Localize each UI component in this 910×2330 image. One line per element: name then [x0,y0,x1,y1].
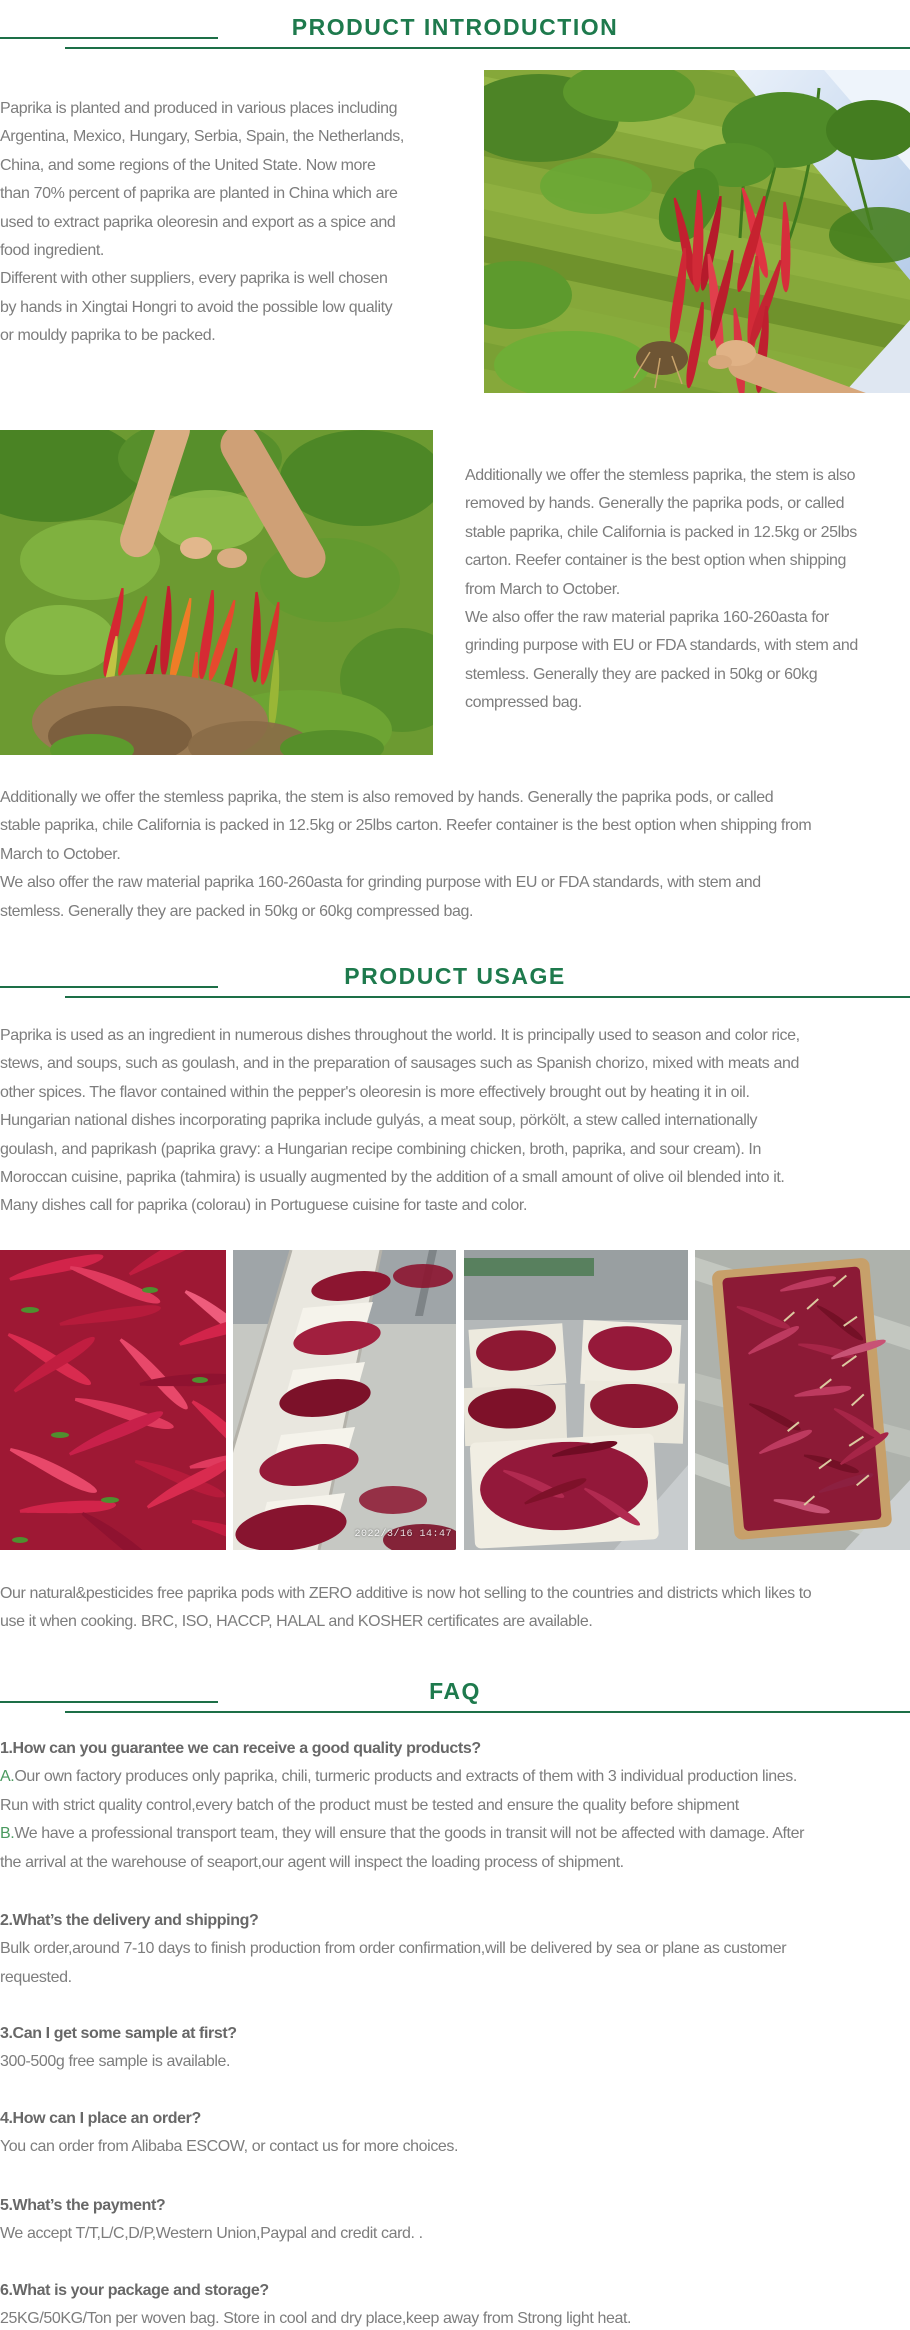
faq-answer-line [0,1820,910,1848]
introduction-paragraph [0,95,450,351]
text-line: March to October. [0,845,121,863]
answer-text: the arrival at the warehouse of seaport,our agent will inspect the loading process of shipment. [0,1853,624,1871]
answer-text: We have a professional transport team, they will ensure that the goods in transit will not be affected with damage. After [14,1825,805,1843]
gallery-photo-2-art [233,1250,456,1550]
heading-rule-under [65,996,910,998]
answer-prefix: B. [0,1825,15,1843]
faq-answer-line [0,2048,910,2076]
text-line: stemless. Generally they are packed in 50kg or 60kg [465,665,818,683]
gallery-photo-1-art [0,1250,226,1550]
usage-paragraph [0,1022,910,1221]
text-line: than 70% percent of paprika are planted in China which are [0,185,398,203]
faq-question: 3.Can I get some sample at first? [0,2025,237,2042]
text-line: or mouldy paprika to be packed. [0,327,216,345]
text-line: compressed bag. [465,694,582,712]
text-line: goulash, and paprikash (paprika gravy: a Hungarian recipe combining chicken, broth, paprika, and sour cream). In [0,1140,761,1158]
text-line: Different with other suppliers, every paprika is well chosen [0,270,388,288]
text-line: other spices. The flavor contained within the pepper's oleoresin is more effectively brought out by heating it in oil. [0,1083,750,1101]
faq-item-1 [0,1735,910,1877]
stemless-full-paragraph [0,784,910,926]
faq-answer-line [0,2133,910,2161]
answer-text: 300-500g free sample is available. [0,2053,231,2071]
faq-answer-line [0,1763,910,1791]
gallery-photo-1 [0,1250,226,1550]
gallery-photo-3-art [464,1250,688,1550]
text-line: stews, and soups, such as goulash, and in the preparation of sausages such as Spanish chorizo, mixed with meats and [0,1055,799,1073]
faq-item-6 [0,2277,910,2330]
faq-answer-line [0,2220,910,2248]
text-line: Moroccan cuisine, paprika (tahmira) is usually augmented by the addition of a small amount of olive oil blended into it. [0,1168,785,1186]
text-line: Argentina, Mexico, Hungary, Serbia, Spain, the Netherlands, [0,128,404,146]
text-line: Our natural&pesticides free paprika pods with ZERO additive is now hot selling to the countries and districts which likes to [0,1585,812,1602]
faq-answer-line [0,1849,910,1877]
gallery-photo-4-art [695,1250,910,1550]
harvest-photo [0,430,433,755]
faq-question: 5.What’s the payment? [0,2197,166,2214]
text-line: carton. Reefer container is the best option when shipping [465,552,847,570]
harvest-photo-art [0,430,433,755]
text-line: We also offer the raw material paprika 160-260asta for [465,608,829,626]
faq-question: 1.How can you guarantee we can receive a good quality products? [0,1740,481,1757]
faq-item-4 [0,2105,910,2162]
faq-answer-line [0,2305,910,2330]
text-line: stable paprika, chile California is packed in 12.5kg or 25lbs carton. Reefer container is the best option when shipping from [0,817,812,835]
section-title-faq: FAQ [429,1678,481,1704]
text-line: use it when cooking. BRC, ISO, HACCP, HALAL and KOSHER certificates are available. [0,1613,593,1631]
text-line: stable paprika, chile California is packed in 12.5kg or 25lbs [465,523,857,541]
field-photo [484,70,910,393]
faq-question: 6.What is your package and storage? [0,2282,269,2299]
certificates-paragraph [0,1580,910,1637]
text-line: Additionally we offer the stemless paprika, the stem is also [465,467,856,484]
section-title-introduction: PRODUCT INTRODUCTION [291,14,619,40]
text-line: China, and some regions of the United State. Now more [0,156,376,174]
text-line: Hungarian national dishes incorporating paprika include gulyás, a meat soup, pörkölt, a stew called internationally [0,1112,758,1130]
text-line: used to extract paprika oleoresin and export as a spice and [0,213,396,231]
heading-rule-under [65,1711,910,1713]
heading-rule-left [0,37,218,39]
text-line: removed by hands. Generally the paprika pods, or called [465,495,845,513]
section-title-usage: PRODUCT USAGE [344,963,566,989]
text-line: Many dishes call for paprika (colorau) in Portuguese cuisine for taste and color. [0,1197,527,1215]
text-line: Additionally we offer the stemless paprika, the stem is also removed by hands. Generally the paprika pods, or called [0,789,774,806]
field-photo-art [484,70,910,393]
gallery-photo-4 [695,1250,910,1550]
gallery-photo-3 [464,1250,688,1550]
gallery-photo-2 [233,1250,456,1550]
text-line: food ingredient. [0,241,104,259]
answer-text: requested. [0,1968,72,1986]
photo-timestamp-watermark: 2022/3/16 14:47 [354,1529,452,1540]
heading-rule-left [0,1701,218,1703]
text-line: We also offer the raw material paprika 160-260asta for grinding purpose with EU or FDA standards, with stem and [0,874,761,892]
faq-answer-line [0,1935,910,1963]
faq-item-3 [0,2020,910,2077]
answer-text: Bulk order,around 7-10 days to finish production from order confirmation,will be delivered by sea or plane as customer [0,1940,787,1958]
faq-answer-line [0,1792,910,1820]
faq-item-2 [0,1907,910,1992]
stemless-side-paragraph [465,462,910,718]
text-line: from March to October. [465,580,620,598]
text-line: grinding purpose with EU or FDA standards, with stem and [465,637,858,655]
text-line: by hands in Xingtai Hongri to avoid the possible low quality [0,298,393,316]
faq-answer-line [0,1964,910,1992]
heading-rule-under [65,47,910,49]
faq-question: 2.What’s the delivery and shipping? [0,1912,259,1929]
heading-rule-left [0,986,218,988]
faq-question: 4.How can I place an order? [0,2110,201,2127]
text-line: stemless. Generally they are packed in 50kg or 60kg compressed bag. [0,902,474,920]
text-line: Paprika is used as an ingredient in numerous dishes throughout the world. It is principally used to season and color rice, [0,1027,800,1044]
answer-text: Our own factory produces only paprika, chili, turmeric products and extracts of them with 3 individual production lines. [14,1768,797,1786]
answer-text: You can order from Alibaba ESCOW, or contact us for more choices. [0,2138,459,2156]
answer-text: Run with strict quality control,every batch of the product must be tested and ensure the quality before shipment [0,1796,739,1814]
answer-text: We accept T/T,L/C,D/P,Western Union,Paypal and credit card. . [0,2225,423,2243]
faq-item-5 [0,2192,910,2249]
answer-prefix: A. [0,1768,15,1786]
answer-text: 25KG/50KG/Ton per woven bag. Store in cool and dry place,keep away from Strong light heat. [0,2310,632,2328]
text-line: Paprika is planted and produced in various places including [0,100,398,117]
